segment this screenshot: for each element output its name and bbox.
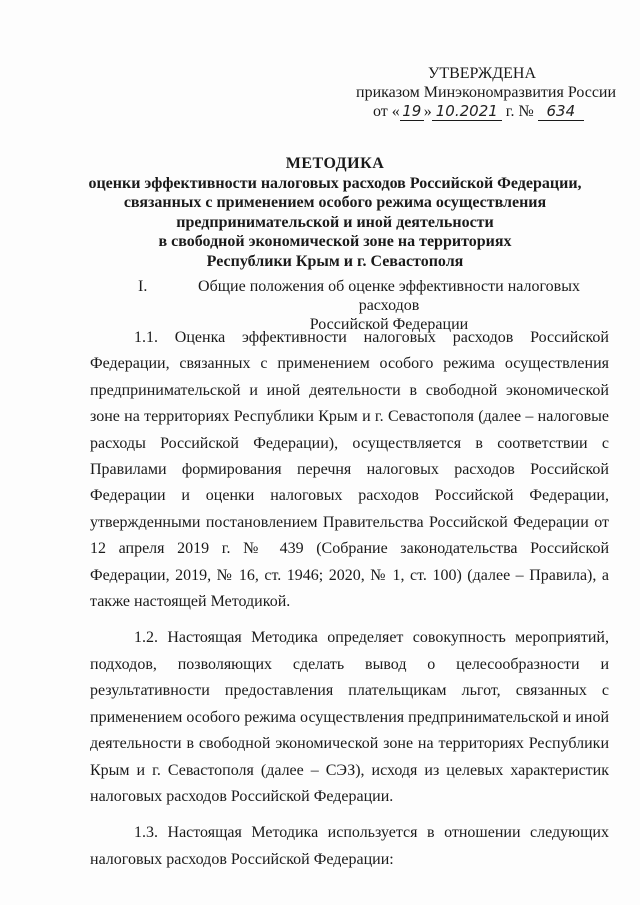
title-line: Республики Крым и г. Севастополя [206, 252, 464, 270]
paragraph-1-3: 1.3. Настоящая Методика используется в отношении следующих налоговых расходов Российской Федерации: [90, 824, 609, 868]
document-title [80, 154, 590, 272]
document-body [90, 325, 609, 883]
section-heading-line: Общие положения об оценке эффективности налоговых расходов [198, 278, 580, 314]
approval-order-text: приказом Минэкономразвития России [356, 84, 617, 101]
section-number: I. [138, 278, 148, 295]
approval-stamp [330, 64, 620, 121]
title-line: предпринимательской и иной деятельности [176, 213, 494, 231]
handwritten-order-number: 634 [546, 102, 576, 120]
date-separator: » [423, 103, 432, 120]
title-line: в свободной экономической зоне на территориях [158, 233, 512, 251]
approval-date-line [330, 102, 620, 121]
handwritten-month-year: 10.2021 [435, 102, 498, 120]
title-line: оценки эффективности налоговых расходов Российской Федерации, [88, 174, 582, 192]
paragraph-1-2: 1.2. Настоящая Методика определяет совокупность мероприятий, подходов, позволяющих сделать вывод о целесообразности и результативности предоставления плательщикам льгот, связанных с применением особого режима осуществления предпринимательской и иной деятельности в свободной экономической зоне на территориях Республики Крым и г. Севастополя (далее – СЭЗ), исходя из целевых характеристик налоговых расходов Российской Федерации. [90, 629, 609, 805]
title-main: МЕТОДИКА [285, 155, 385, 172]
title-line: связанных с применением особого режима осуществления [123, 194, 547, 212]
handwritten-day: 19 [402, 102, 422, 120]
date-year-suffix: г. № [505, 103, 534, 120]
section-heading-line: Российской Федерации [309, 316, 469, 333]
approval-status: УТВЕРЖДЕНА [428, 65, 537, 82]
paragraph-1-1: 1.1. Оценка эффективности налоговых расходов Российской Федерации, связанных с применением особого режима осуществления предпринимательской и иной деятельности в свободной экономической зоне на территориях Республики Крым и г. Севастополя (далее – налоговые расходы Российской Федерации), осуществляется в соответствии с Правилами формирования перечня налоговых расходов Российской Федерации и оценки налоговых расходов Российской Федерации, утвержденными постановлением Правительства Российской Федерации от 12 апреля 2019 г. № 439 (Собрание законодательства Российской Федерации, 2019, № 16, ст. 1946; 2020, № 1, ст. 100) (далее – Правила), а также настоящей Методикой. [90, 329, 609, 611]
date-prefix: от « [373, 103, 400, 120]
